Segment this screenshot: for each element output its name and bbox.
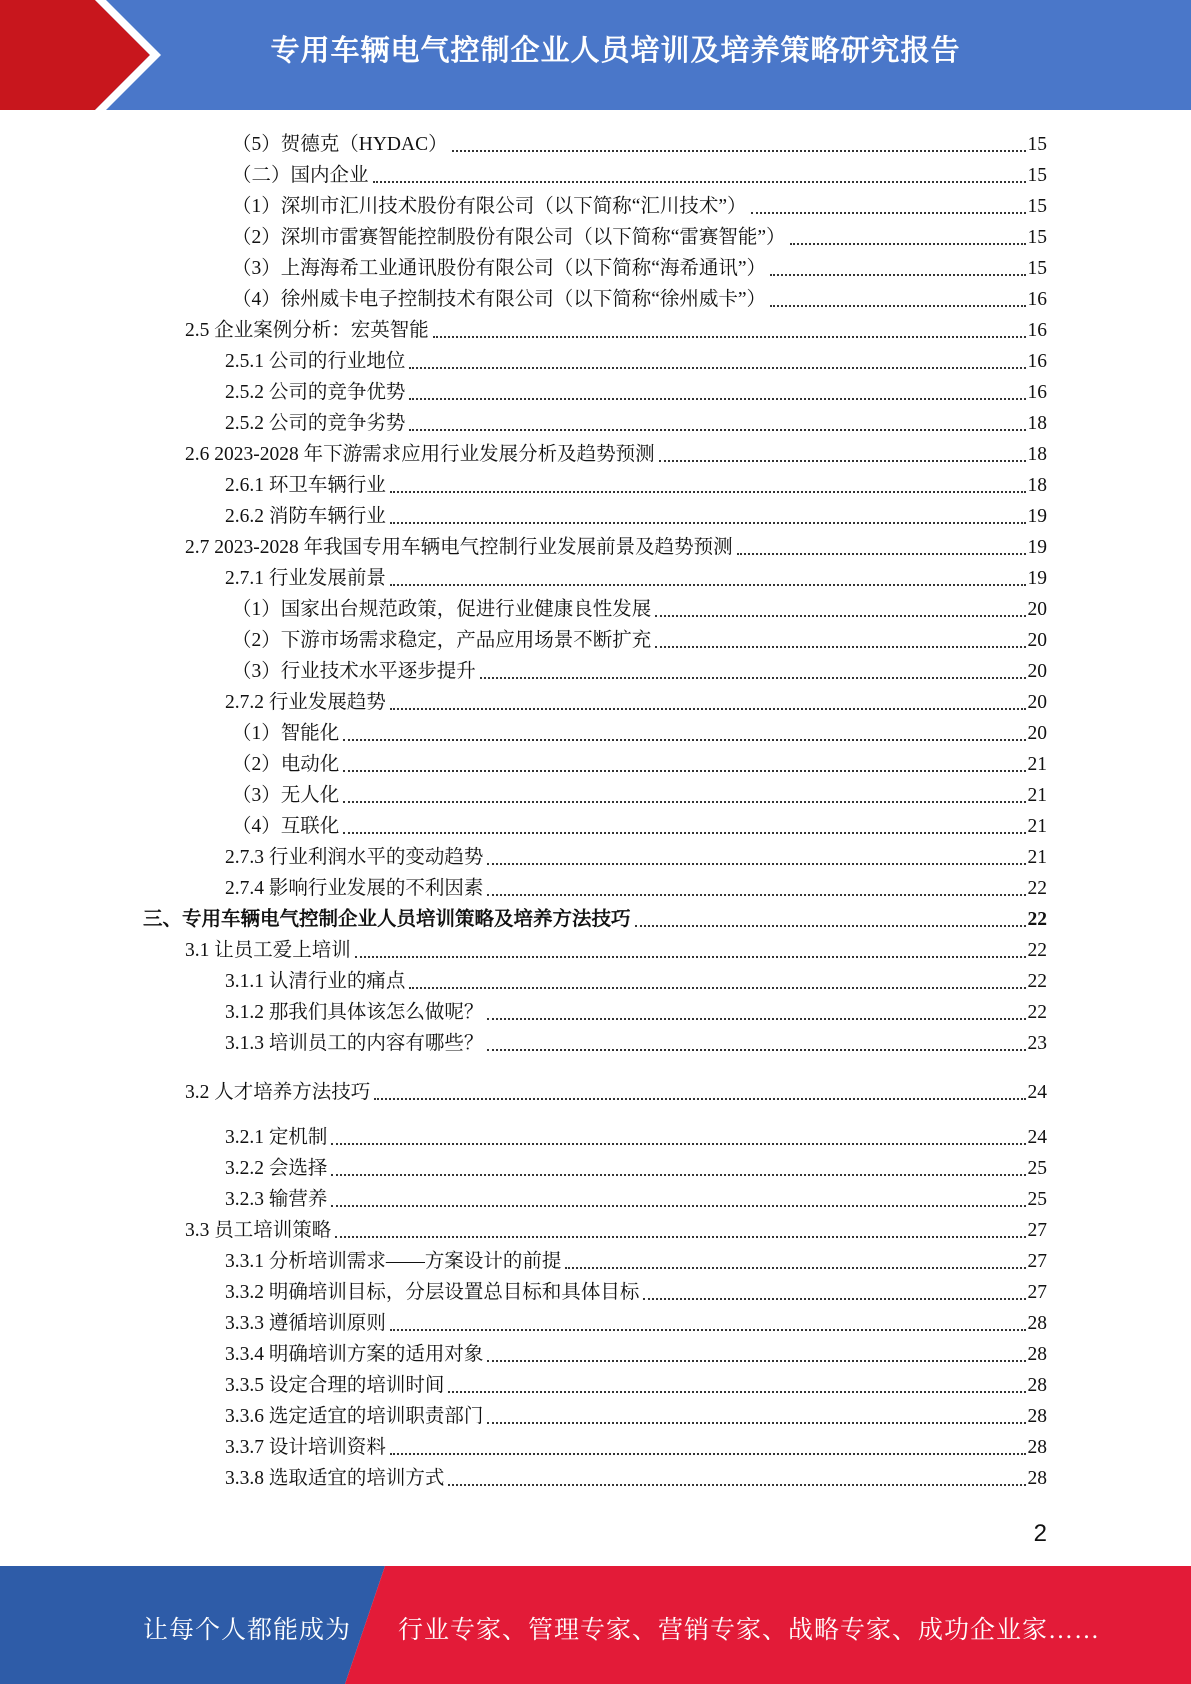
toc-entry[interactable] — [232, 283, 1047, 313]
toc-entry-title: 3.3.4 明确培训方案的适用对象 — [225, 1344, 484, 1365]
toc-entry-page: 15 — [1027, 227, 1047, 248]
toc-entry-page: 18 — [1027, 444, 1047, 465]
toc-entry-page: 16 — [1027, 289, 1047, 310]
toc-entry-title: （2）电动化 — [232, 754, 340, 775]
toc-entry[interactable] — [225, 872, 1047, 902]
toc-entry-title: 2.7.1 行业发展前景 — [225, 568, 386, 589]
toc-entry-page: 22 — [1027, 940, 1047, 961]
toc-leader-dots — [751, 212, 1026, 214]
page-header — [0, 0, 1191, 110]
toc-entry[interactable] — [232, 159, 1047, 189]
toc-entry-page: 28 — [1027, 1468, 1047, 1489]
toc-entry-page: 22 — [1027, 1002, 1047, 1023]
toc-entry-title: （2）深圳市雷赛智能控制股份有限公司（以下简称“雷赛智能”） — [232, 227, 786, 248]
toc-leader-dots — [374, 1098, 1025, 1100]
toc-entry-title: （1）国家出台规范政策，促进行业健康良性发展 — [232, 599, 652, 620]
toc-leader-dots — [343, 739, 1025, 741]
toc-leader-dots — [331, 1174, 1025, 1176]
toc-entry[interactable] — [232, 190, 1047, 220]
toc-leader-dots — [487, 863, 1025, 865]
toc-entry-title: （二）国内企业 — [232, 165, 369, 186]
toc-entry-page: 18 — [1027, 413, 1047, 434]
toc-entry-page: 19 — [1027, 506, 1047, 527]
toc-entry[interactable] — [185, 531, 1047, 561]
toc-leader-dots — [331, 1205, 1025, 1207]
toc-entry-title: 3.3.2 明确培训目标，分层设置总目标和具体目标 — [225, 1282, 640, 1303]
toc-entry-page: 22 — [1027, 909, 1047, 930]
toc-entry-title: （3）行业技术水平逐步提升 — [232, 661, 476, 682]
toc-leader-dots — [452, 150, 1026, 152]
toc-leader-dots — [343, 832, 1025, 834]
toc-entry-title: 3.3.8 选取适宜的培训方式 — [225, 1468, 445, 1489]
toc-entry-title: 2.6 2023-2028 年下游需求应用行业发展分析及趋势预测 — [185, 444, 655, 465]
toc-entry-title: 3.2 人才培养方法技巧 — [185, 1082, 371, 1103]
toc-entry[interactable] — [225, 1276, 1047, 1306]
toc-entry-page: 28 — [1027, 1437, 1047, 1458]
toc-leader-dots — [659, 460, 1026, 462]
toc-entry-page: 16 — [1027, 382, 1047, 403]
toc-entry-page: 19 — [1027, 537, 1047, 558]
toc-entry-page: 24 — [1027, 1082, 1047, 1103]
toc-entry-page: 28 — [1027, 1313, 1047, 1334]
toc-entry[interactable] — [225, 965, 1047, 995]
page-footer — [0, 1566, 1191, 1684]
toc-leader-dots — [643, 1298, 1025, 1300]
toc-entry-title: 2.7 2023-2028 年我国专用车辆电气控制行业发展前景及趋势预测 — [185, 537, 733, 558]
toc-entry[interactable] — [232, 128, 1047, 158]
toc-entry-page: 25 — [1027, 1158, 1047, 1179]
toc-entry[interactable] — [225, 996, 1047, 1026]
toc-leader-dots — [770, 305, 1025, 307]
toc-entry[interactable] — [232, 252, 1047, 282]
toc-entry[interactable] — [225, 1027, 1047, 1057]
toc-entry-title: （1）智能化 — [232, 723, 340, 744]
toc-leader-dots — [390, 708, 1026, 710]
toc-entry[interactable] — [232, 624, 1047, 654]
toc-entry-title: 3.3.7 设计培训资料 — [225, 1437, 386, 1458]
toc-entry-page: 15 — [1027, 134, 1047, 155]
toc-entry-title: （1）深圳市汇川技术股份有限公司（以下简称“汇川技术”） — [232, 196, 747, 217]
toc-entry-page: 27 — [1027, 1220, 1047, 1241]
toc-leader-dots — [655, 615, 1025, 617]
toc-entry[interactable] — [185, 1214, 1047, 1244]
toc-entry-page: 20 — [1027, 692, 1047, 713]
toc-leader-dots — [331, 1143, 1025, 1145]
toc-leader-dots — [390, 522, 1026, 524]
toc-entry-page: 16 — [1027, 351, 1047, 372]
toc-entry[interactable] — [225, 1245, 1047, 1275]
toc-entry[interactable] — [225, 500, 1047, 530]
toc-entry-title: 3.1.3 培训员工的内容有哪些？ — [225, 1033, 484, 1054]
toc-leader-dots — [390, 1329, 1026, 1331]
toc-entry-page: 20 — [1027, 630, 1047, 651]
toc-leader-dots — [433, 336, 1026, 338]
toc-entry-page: 21 — [1027, 847, 1047, 868]
toc-entry-title: （3）无人化 — [232, 785, 340, 806]
toc-entry-title: （5）贺德克（HYDAC） — [232, 134, 448, 155]
toc-entry[interactable] — [225, 469, 1047, 499]
toc-entry-title: 3.2.2 会选择 — [225, 1158, 328, 1179]
toc-entry-page: 15 — [1027, 258, 1047, 279]
toc-entry-page: 15 — [1027, 196, 1047, 217]
toc-entry-page: 27 — [1027, 1251, 1047, 1272]
toc-entry[interactable] — [225, 1431, 1047, 1461]
toc-entry-title: 3.3 员工培训策略 — [185, 1220, 332, 1241]
toc-entry-page: 25 — [1027, 1189, 1047, 1210]
toc-entry-page: 15 — [1027, 165, 1047, 186]
footer-slogan-right: 行业专家、管理专家、营销专家、战略专家、成功企业家…… — [398, 1617, 1101, 1644]
toc-entry-title: 3.1.2 那我们具体该怎么做呢？ — [225, 1002, 484, 1023]
toc-entry[interactable] — [185, 934, 1047, 964]
toc-leader-dots — [737, 553, 1026, 555]
toc-leader-dots — [635, 925, 1026, 927]
toc-leader-dots — [487, 1018, 1025, 1020]
page-number: 2 — [1033, 1520, 1047, 1547]
toc-leader-dots — [565, 1267, 1025, 1269]
toc-leader-dots — [409, 429, 1025, 431]
toc-entry-title: 3.3.1 分析培训需求——方案设计的前提 — [225, 1251, 562, 1272]
document-title: 专用车辆电气控制企业人员培训及培养策略研究报告 — [270, 33, 961, 67]
toc-leader-dots — [487, 1049, 1025, 1051]
toc-entry-title: 3.3.5 设定合理的培训时间 — [225, 1375, 445, 1396]
toc-entry-page: 21 — [1027, 816, 1047, 837]
toc-entry-page: 27 — [1027, 1282, 1047, 1303]
toc-entry-page: 23 — [1027, 1033, 1047, 1054]
toc-entry-page: 22 — [1027, 878, 1047, 899]
toc-entry-title: 3.1.1 认清行业的痛点 — [225, 971, 406, 992]
toc-entry-title: （2）下游市场需求稳定，产品应用场景不断扩充 — [232, 630, 652, 651]
toc-entry-page: 24 — [1027, 1127, 1047, 1148]
toc-entry-page: 18 — [1027, 475, 1047, 496]
toc-entry[interactable] — [225, 1121, 1047, 1151]
toc-entry-title: 2.7.3 行业利润水平的变动趋势 — [225, 847, 484, 868]
toc-entry[interactable] — [225, 1183, 1047, 1213]
toc-entry-title: 3.3.3 遵循培训原则 — [225, 1313, 386, 1334]
toc-leader-dots — [480, 677, 1026, 679]
toc-leader-dots — [409, 398, 1025, 400]
toc-entry[interactable] — [232, 810, 1047, 840]
toc-entry-title: 2.7.4 影响行业发展的不利因素 — [225, 878, 484, 899]
toc-entry[interactable] — [232, 717, 1047, 747]
toc-entry[interactable] — [185, 438, 1047, 468]
toc-entry-page: 21 — [1027, 785, 1047, 806]
toc-entry-title: 2.5.1 公司的行业地位 — [225, 351, 406, 372]
toc-leader-dots — [409, 987, 1025, 989]
toc-entry-page: 16 — [1027, 320, 1047, 341]
toc-leader-dots — [355, 956, 1026, 958]
toc-leader-dots — [343, 801, 1025, 803]
toc-leader-dots — [335, 1236, 1025, 1238]
toc-leader-dots — [487, 1422, 1025, 1424]
toc-entry-title: （4）徐州威卡电子控制技术有限公司（以下简称“徐州威卡”） — [232, 289, 767, 310]
toc-leader-dots — [770, 274, 1025, 276]
toc-entry-page: 20 — [1027, 599, 1047, 620]
toc-entry[interactable] — [225, 1307, 1047, 1337]
toc-leader-dots — [390, 584, 1026, 586]
toc-entry-title: 2.5 企业案例分析：宏英智能 — [185, 320, 429, 341]
toc-leader-dots — [448, 1391, 1025, 1393]
toc-leader-dots — [655, 646, 1025, 648]
toc-entry[interactable] — [225, 562, 1047, 592]
toc-entry[interactable] — [225, 1152, 1047, 1182]
toc-entry[interactable] — [225, 407, 1047, 437]
toc-entry[interactable] — [232, 655, 1047, 685]
toc-entry-title: 3.1 让员工爱上培训 — [185, 940, 351, 961]
toc-entry[interactable] — [225, 686, 1047, 716]
toc-entry-page: 28 — [1027, 1344, 1047, 1365]
toc-leader-dots — [390, 491, 1026, 493]
toc-entry[interactable] — [225, 376, 1047, 406]
toc-entry-page: 22 — [1027, 971, 1047, 992]
toc-entry-title: （4）互联化 — [232, 816, 340, 837]
toc-entry[interactable] — [225, 1400, 1047, 1430]
toc-leader-dots — [343, 770, 1025, 772]
toc-entry-title: 2.7.2 行业发展趋势 — [225, 692, 386, 713]
toc-entry-page: 20 — [1027, 661, 1047, 682]
toc-entry-title: 2.5.2 公司的竞争劣势 — [225, 413, 406, 434]
footer-slogan-left: 让每个人都能成为 — [143, 1617, 352, 1644]
toc-leader-dots — [790, 243, 1026, 245]
toc-entry[interactable] — [225, 1338, 1047, 1368]
toc-leader-dots — [487, 1360, 1025, 1362]
toc-entry-title: 3.3.6 选定适宜的培训职责部门 — [225, 1406, 484, 1427]
toc-entry-title: 2.6.1 环卫车辆行业 — [225, 475, 386, 496]
toc-entry[interactable] — [232, 593, 1047, 623]
toc-entry[interactable] — [232, 221, 1047, 251]
toc-entry-title: 三、专用车辆电气控制企业人员培训策略及培养方法技巧 — [143, 909, 631, 930]
toc-entry-title: 3.2.1 定机制 — [225, 1127, 328, 1148]
toc-leader-dots — [390, 1453, 1026, 1455]
toc-entry[interactable] — [225, 841, 1047, 871]
toc-leader-dots — [373, 181, 1026, 183]
toc-entry[interactable] — [225, 1462, 1047, 1492]
toc-entry[interactable] — [143, 903, 1047, 933]
toc-entry-title: 3.2.3 输营养 — [225, 1189, 328, 1210]
toc-entry-page: 21 — [1027, 754, 1047, 775]
toc-entry[interactable] — [225, 345, 1047, 375]
toc-entry-page: 28 — [1027, 1375, 1047, 1396]
toc-leader-dots — [409, 367, 1025, 369]
toc-entry[interactable] — [185, 314, 1047, 344]
toc-entry[interactable] — [232, 748, 1047, 778]
toc-leader-dots — [487, 894, 1025, 896]
toc-entry-page: 20 — [1027, 723, 1047, 744]
toc-entry[interactable] — [232, 779, 1047, 809]
toc-leader-dots — [448, 1484, 1025, 1486]
toc-entry-title: 2.5.2 公司的竞争优势 — [225, 382, 406, 403]
toc-entry-page: 28 — [1027, 1406, 1047, 1427]
toc-entry-title: （3）上海海希工业通讯股份有限公司（以下简称“海希通讯”） — [232, 258, 767, 279]
toc-entry[interactable] — [225, 1369, 1047, 1399]
toc-entry-title: 2.6.2 消防车辆行业 — [225, 506, 386, 527]
toc-entry-page: 19 — [1027, 568, 1047, 589]
toc-entry[interactable] — [185, 1076, 1047, 1106]
